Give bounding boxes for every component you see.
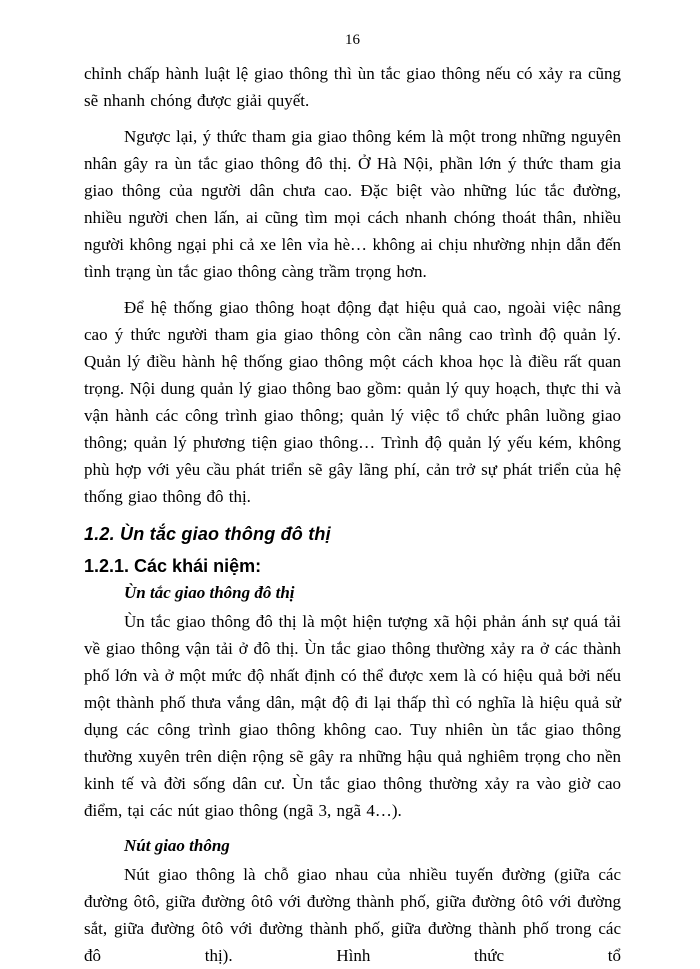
paragraph: Để hệ thống giao thông hoạt động đạt hiệu quả cao, ngoài việc nâng cao ý thức người tham gia giao thông còn cần nâng cao trình độ quản lý. Quản lý điều hành hệ thống giao thông một cách khoa học là điều rất quan trọng. Nội dung quản lý giao thông bao gồm: quản lý quy hoạch, thực thi và vận hành các công trình giao thông; quản lý việc tổ chức phân luồng giao thông; quản lý phương tiện giao thông… Trình độ quản lý yếu kém, không phù hợp với yêu cầu phát triển sẽ gây lãng phí, cản trở sự phát triển của hệ thống giao thông đô thị.	[84, 298, 621, 506]
paragraph: Ùn tắc giao thông đô thị là một hiện tượng xã hội phản ánh sự quá tải về giao thông vận tải ở đô thị. Ùn tắc giao thông thường xảy ra ở các thành phố lớn và ở một mức độ nhất định có thể được xem là có hiệu quả bởi nếu một thành phố thưa vắng dân, mật độ đi lại thấp thì có nghĩa là hiệu quả sử dụng các công trình giao thông không cao. Tuy nhiên ùn tắc giao thông thường xuyên trên diện rộng sẽ gây ra những hậu quả nghiêm trọng cho nền kinh tế và đời sống dân cư. Ùn tắc giao thông thường xảy ra vào giờ cao điểm, tại các nút giao thông (ngã 3, ngã 4…).	[84, 612, 621, 820]
paragraph-cut-off: Nút giao thông là chỗ giao nhau của nhiều tuyến đường (giữa các đường ôtô, giữa đường ôtô với đường thành phố, giữa đường ôtô với đường sắt, giữa đường ôtô với đường thành phố, giữa đường thành phố trong các đô thị). Hình thức tổ	[84, 865, 621, 965]
section-heading: 1.2. Ùn tắc giao thông đô thị	[84, 524, 331, 544]
page-number: 16	[345, 32, 360, 48]
paragraph: Ngược lại, ý thức tham gia giao thông kém là một trong những nguyên nhân gây ra ùn tắc giao thông đô thị. Ở Hà Nội, phần lớn ý thức tham gia giao thông của người dân chưa cao. Đặc biệt vào những lúc tắc đường, nhiều người chen lấn, ai cũng tìm mọi cách nhanh chóng thoát thân, nhiều người không ngại phi cả xe lên vỉa hè… không ai chịu nhường nhịn dẫn đến tình trạng ùn tắc giao thông càng trầm trọng hơn.	[84, 127, 621, 281]
concept-heading-un-tac: Ùn tắc giao thông đô thị	[124, 583, 295, 602]
subsection-heading: 1.2.1. Các khái niệm:	[84, 556, 262, 576]
concept-heading-nut-giao-thong: Nút giao thông	[124, 836, 230, 855]
paragraph-continuation: chỉnh chấp hành luật lệ giao thông thì ùn tắc giao thông nếu có xảy ra cũng sẽ nhanh chóng được giải quyết.	[84, 64, 621, 110]
